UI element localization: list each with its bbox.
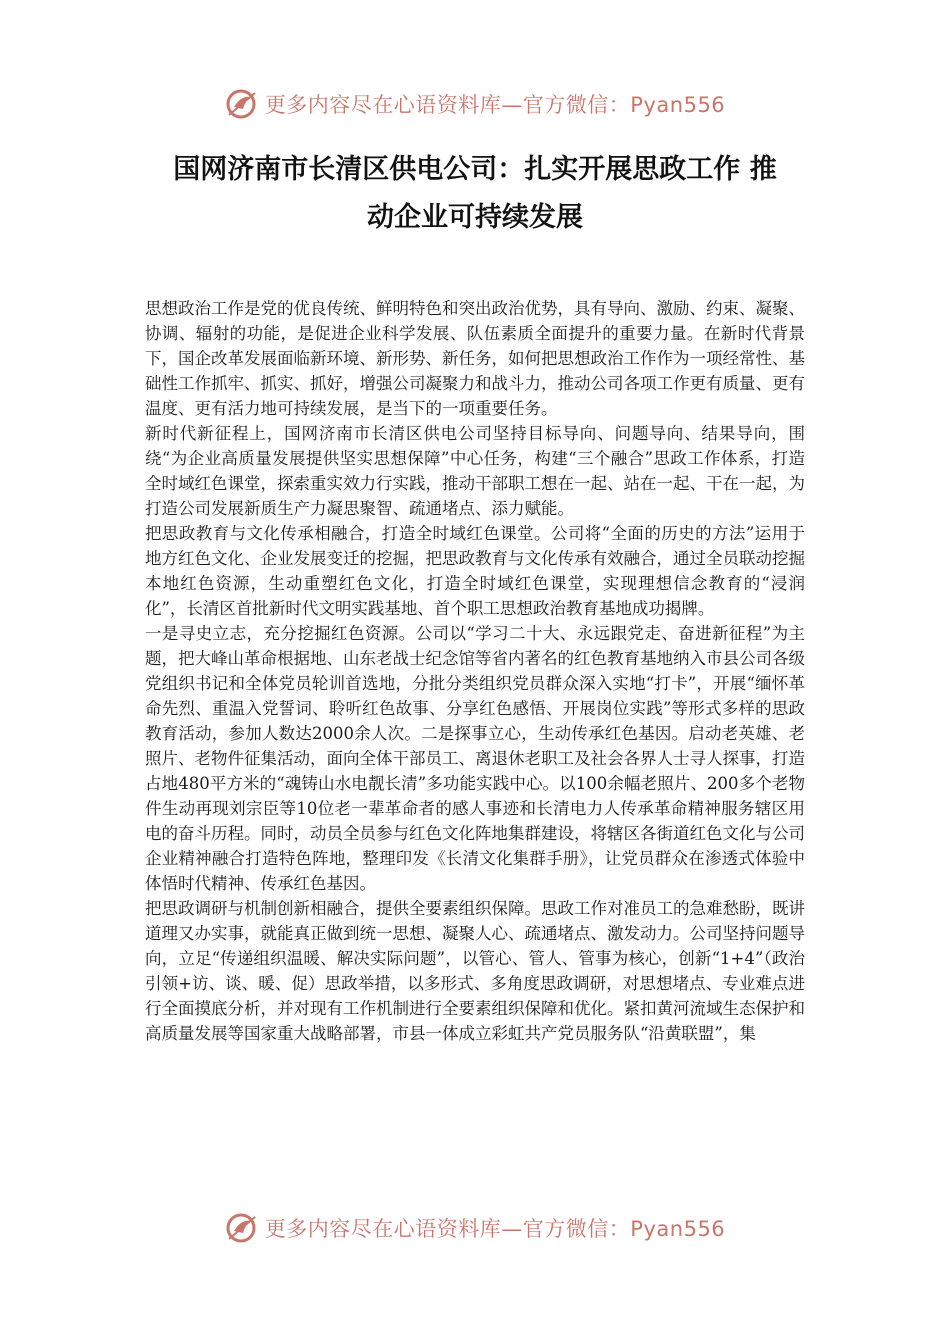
title-line-2: 动企业可持续发展 — [367, 202, 583, 233]
paragraph: 把思政教育与文化传承相融合，打造全时域红色课堂。公司将“全面的历史的方法”运用于地方红色文化、企业发展变迁的挖掘，把思政教育与文化传承有效融合，通过全员联动挖掘本地红色资源，生动重塑红色文化，打造全时域红色课堂，实现理想信念教育的“浸润化”，长清区首批新时代文明实践基地、首个职工思想政治教育基地成功揭牌。 — [145, 524, 805, 618]
document-body — [145, 296, 805, 1046]
title-line-1: 国网济南市长清区供电公司：扎实开展思政工作 推 — [173, 154, 777, 185]
banner-text: 更多内容尽在心语资料库—官方微信：Pyan556 — [264, 1217, 726, 1241]
document-title — [150, 146, 800, 242]
banner-text: 更多内容尽在心语资料库—官方微信：Pyan556 — [264, 93, 726, 117]
paragraph: 思想政治工作是党的优良传统、鲜明特色和突出政治优势，具有导向、激励、约束、凝聚、协调、辐射的功能，是促进企业科学发展、队伍素质全面提升的重要力量。在新时代背景下，国企改革发展面临新环境、新形势、新任务，如何把思想政治工作作为一项经常性、基础性工作抓牢、抓实、抓好，增强公司凝聚力和战斗力，推动公司各项工作更有质量、更有温度、更有活力地可持续发展，是当下的一项重要任务。 — [145, 299, 805, 418]
brand-logo-icon — [225, 87, 259, 121]
footer-banner — [0, 1208, 950, 1248]
paragraph: 一是寻史立志，充分挖掘红色资源。公司以“学习二十大、永远跟党走、奋进新征程”为主题，把大峰山革命根据地、山东老战士纪念馆等省内著名的红色教育基地纳入市县公司各级党组织书记和全体党员轮训首选地，分批分类组织党员群众深入实地“打卡”，开展“缅怀革命先烈、重温入党誓词、聆听红色故事、分享红色感悟、开展岗位实践”等形式多样的思政教育活动，参加人数达2000余人次。二是探事立心，生动传承红色基因。启动老英雄、老照片、老物件征集活动，面向全体干部员工、离退休老职工及社会各界人士寻人探事，打造占地480平方米的“魂铸山水电靓长清”多功能实践中心。以100余幅老照片、200多个老物件生动再现刘宗臣等10位老一辈革命者的感人事迹和长清电力人传承革命精神服务辖区用电的奋斗历程。同时，动员全员参与红色文化阵地集群建设，将辖区各街道红色文化与公司企业精神融合打造特色阵地，整理印发《长清文化集群手册》，让党员群众在渗透式体验中体悟时代精神、传承红色基因。 — [145, 624, 805, 893]
paragraph: 新时代新征程上，国网济南市长清区供电公司坚持目标导向、问题导向、结果导向，围绕“为企业高质量发展提供坚实思想保障”中心任务，构建“三个融合”思政工作体系，打造全时域红色课堂，探索重实效力行实践，推动干部职工想在一起、站在一起、干在一起，为打造公司发展新质生产力凝思聚智、疏通堵点、添力赋能。 — [145, 424, 805, 518]
header-banner — [0, 84, 950, 124]
brand-logo-icon — [225, 1211, 259, 1245]
paragraph: 把思政调研与机制创新相融合，提供全要素组织保障。思政工作对准员工的急难愁盼，既讲道理又办实事，就能真正做到统一思想、凝聚人心、疏通堵点、激发动力。公司坚持问题导向，立足“传递组织温暖、解决实际问题”，以管心、管人、管事为核心，创新“1+4”（政治引领+访、谈、暖、促）思政举措，以多形式、多角度思政调研，对思想堵点、专业难点进行全面摸底分析，并对现有工作机制进行全要素组织保障和优化。紧扣黄河流域生态保护和高质量发展等国家重大战略部署，市县一体成立彩虹共产党员服务队“沿黄联盟”，集 — [145, 899, 805, 1043]
